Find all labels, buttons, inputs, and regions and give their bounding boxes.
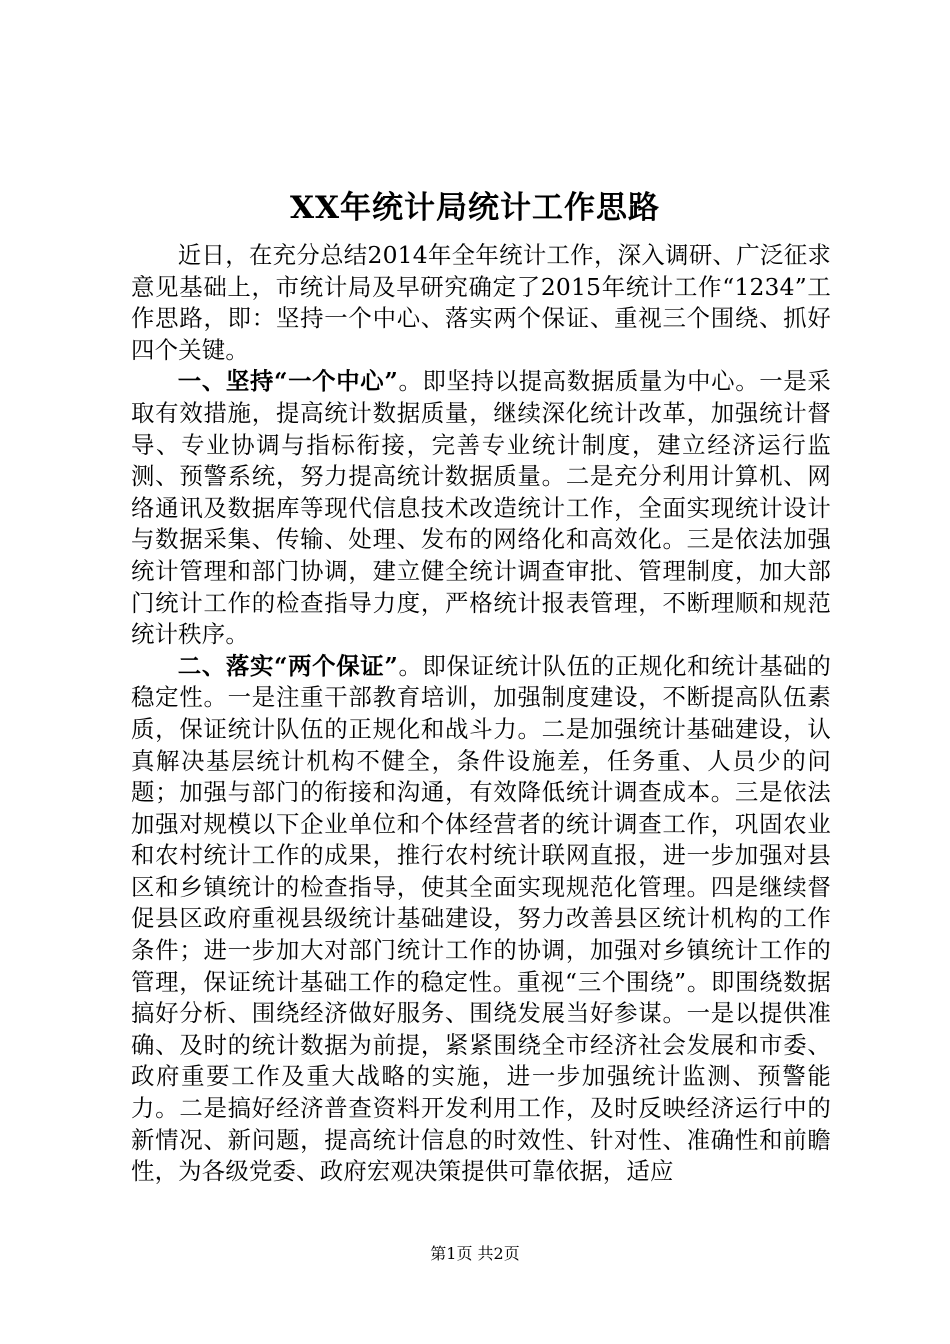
page-number: 第1页: [430, 1244, 473, 1263]
page-total: 共2页: [477, 1244, 520, 1263]
document-title: XX年统计局统计工作思路: [289, 190, 661, 226]
section-1-text: 。即坚持以提高数据质量为中心。一是采取有效措施，提高统计数据质量，继续深化统计改革，加强统计督导、专业协调与指标衔接，完善专业统计制度，建立经济运行监测、预警系统，努力提高统计数据质量。二是充分利用计算机、网络通讯及数据库等现代信息技术改造统计工作，全面实现统计设计与数据采集、传输、处理、发布的网络化和高效化。三是依法加强统计管理和部门协调，建立健全统计调查审批、管理制度，加大部门统计工作的检查指导力度，严格统计报表管理，不断理顺和规范统计秩序。: [131, 367, 831, 649]
page-footer: [0, 1243, 950, 1265]
document-body: [131, 240, 831, 1188]
section-2-text: 。即保证统计队伍的正规化和统计基础的稳定性。一是注重干部教育培训，加强制度建设，不断提高队伍素质，保证统计队伍的正规化和战斗力。二是加强统计基础建设，认真解决基层统计机构不健全，条件设施差，任务重、人员少的问题；加强与部门的衔接和沟通，有效降低统计调查成本。三是依法加强对规模以下企业单位和个体经营者的统计调查工作，巩固农业和农村统计工作的成果，推行农村统计联网直报，进一步加强对县区和乡镇统计的检查指导，使其全面实现规范化管理。四是继续督促县区政府重视县级统计基础建设，努力改善县区统计机构的工作条件；进一步加大对部门统计工作的协调，加强对乡镇统计工作的管理，保证统计基础工作的稳定性。重视“三个围绕”。即围绕数据搞好分析、围绕经济做好服务、围绕发展当好参谋。一是以提供准确、及时的统计数据为前提，紧紧围绕全市经济社会发展和市委、政府重要工作及重大战略的实施，进一步加强统计监测、预警能力。二是搞好经济普查资料开发利用工作，及时反映经济运行中的新情况、新问题，提高统计信息的时效性、针对性、准确性和前瞻性，为各级党委、政府宏观决策提供可靠依据，适应: [131, 651, 831, 1186]
section-2-paragraph: [131, 651, 831, 1188]
section-1-heading: 一、坚持“一个中心”: [177, 367, 399, 396]
section-1-paragraph: [131, 366, 831, 650]
section-2-heading: 二、落实“两个保证”: [177, 651, 399, 680]
intro-paragraph: 近日，在充分总结2014年全年统计工作，深入调研、广泛征求意见基础上，市统计局及早研究确定了2015年统计工作“1234”工作思路，即：坚持一个中心、落实两个保证、重视三个围绕、抓好四个关键。: [131, 241, 831, 364]
